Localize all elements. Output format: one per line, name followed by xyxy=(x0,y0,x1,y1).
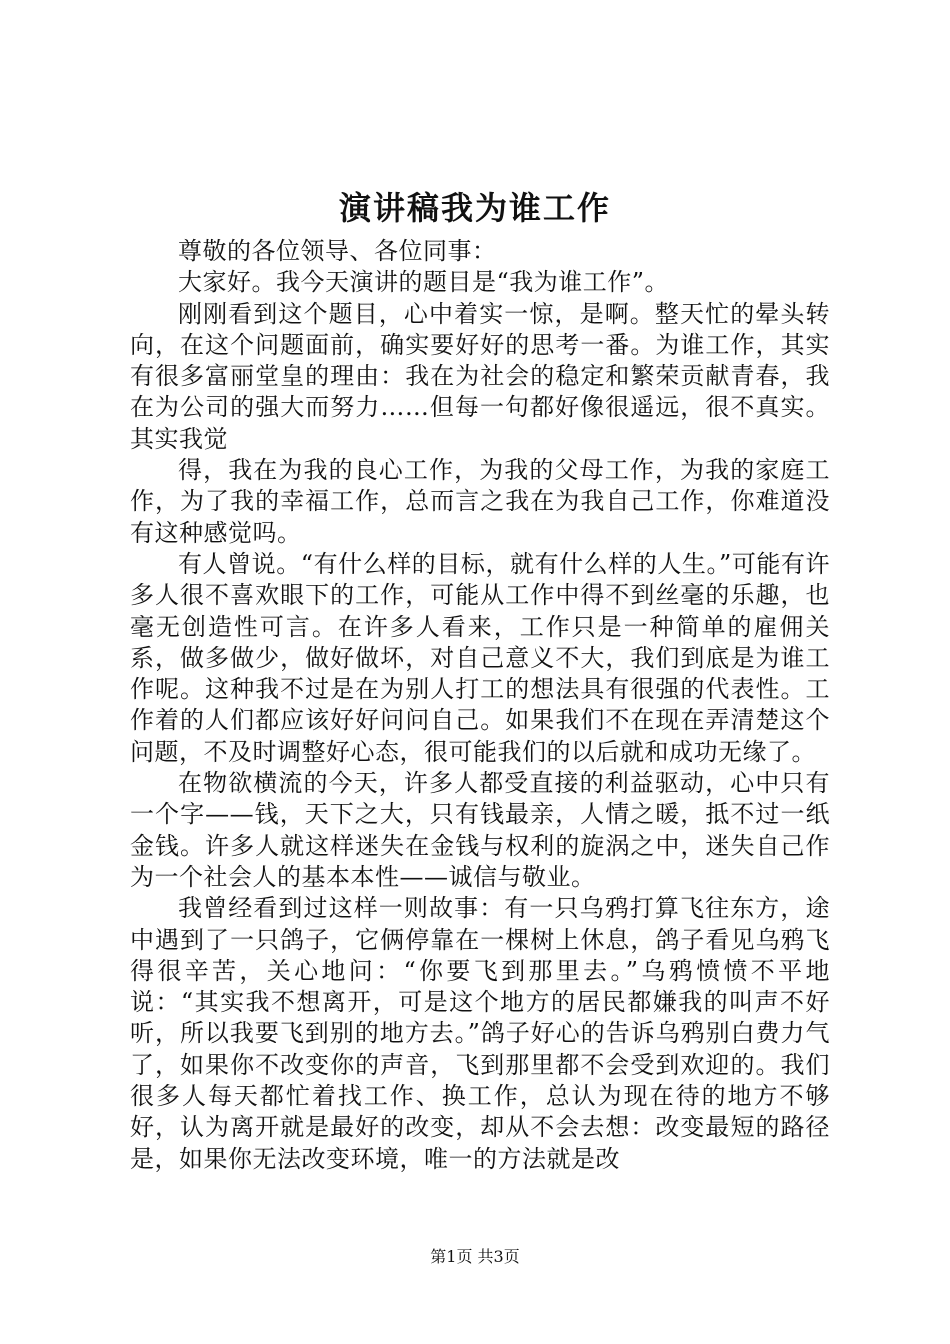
paragraph-5: 我曾经看到过这样一则故事：有一只乌鸦打算飞往东方，途中遇到了一只鸽子，它俩停靠在一棵树上休息，鸽子看见乌鸦飞得很辛苦，关心地问：“你要飞到那里去。”乌鸦愤愤不平地说：“其实我不想离开，可是这个地方的居民都嫌我的叫声不好听，所以我要飞到别的地方去。”鸽子好心的告诉乌鸦别白费力气了，如果你不改变你的声音，飞到那里都不会受到欢迎的。我们很多人每天都忙着找工作、换工作，总认为现在待的地方不够好，认为离开就是最好的改变，却从不会去想：改变最短的路径是，如果你无法改变环境，唯一的方法就是改 xyxy=(130,894,830,1173)
document-body xyxy=(130,236,830,1175)
paragraph-3: 有人曾说。“有什么样的目标，就有什么样的人生。”可能有许多人很不喜欢眼下的工作，可能从工作中得不到丝毫的乐趣，也毫无创造性可言。在许多人看来，工作只是一种简单的雇佣关系，做多做少，做好做坏，对自己意义不大，我们到底是为谁工作呢。这种我不过是在为别人打工的想法具有很强的代表性。工作着的人们都应该好好问问自己。如果我们不在现在弄清楚这个问题，不及时调整好心态，很可能我们的以后就和成功无缘了。 xyxy=(130,549,830,766)
paragraph-2: 得，我在为我的良心工作，为我的父母工作，为我的家庭工作，为了我的幸福工作，总而言之我在为我自己工作，你难道没有这种感觉吗。 xyxy=(130,456,830,547)
page-footer: 第1页 共3页 xyxy=(430,1247,520,1266)
paragraph-1: 刚刚看到这个题目，心中着实一惊，是啊。整天忙的晕头转向，在这个问题面前，确实要好好的思考一番。为谁工作，其实有很多富丽堂皇的理由：我在为社会的稳定和繁荣贡献青春，我在为公司的强大而努力……但每一句都好像很遥远，很不真实。其实我觉 xyxy=(130,299,830,453)
paragraph-greeting: 大家好。我今天演讲的题目是“我为谁工作”。 xyxy=(178,268,670,297)
paragraph-salutation: 尊敬的各位领导、各位同事： xyxy=(178,237,497,265)
paragraph-4: 在物欲横流的今天，许多人都受直接的利益驱动，心中只有一个字——钱，天下之大，只有钱最亲，人情之暖，抵不过一纸金钱。许多人就这样迷失在金钱与权利的旋涡之中，迷失自己作为一个社会人的基本本性——诚信与敬业。 xyxy=(130,769,830,891)
document-title: 演讲稿我为谁工作 xyxy=(338,189,611,227)
